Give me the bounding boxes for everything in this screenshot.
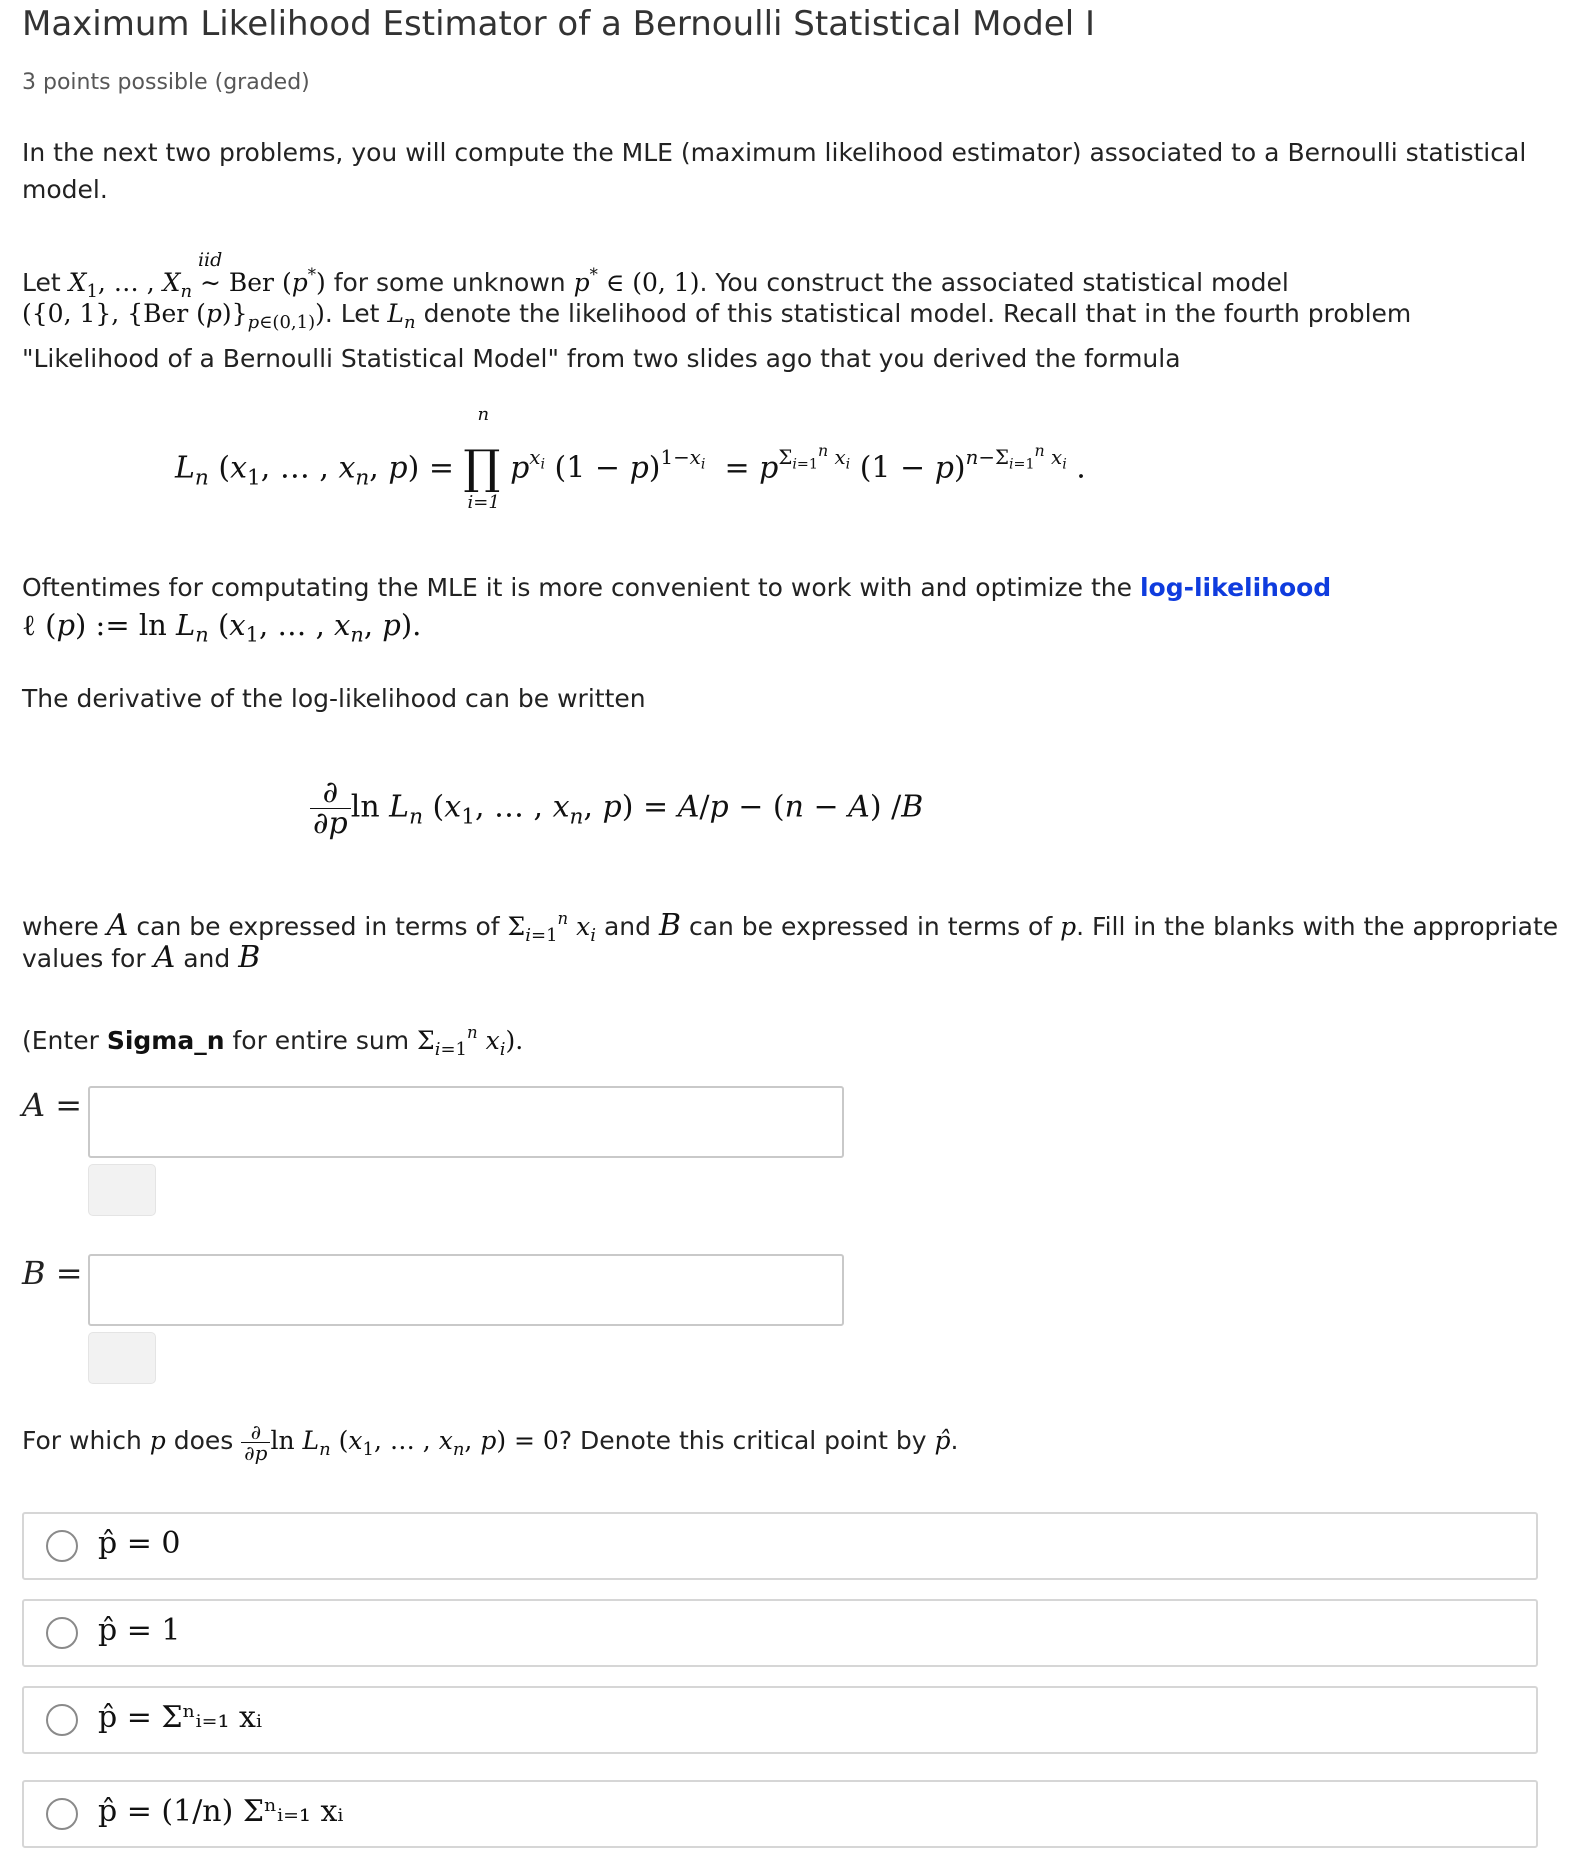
intro-line-2: model. (22, 175, 108, 204)
question-mid: does (173, 1426, 234, 1455)
input-A-label: A = (22, 1086, 83, 1124)
input-B-preview (88, 1332, 156, 1384)
derivative-formula: $\frac{\partial}{\partial p}$ $\ln L_n$ ($x_1$, … , $x_n$, p) = A/p − (n − A) /B (310, 778, 923, 839)
model-text-4: denote the likelihood of this statistical model. Recall that in the fourth problem (423, 299, 1412, 328)
model-line-3: "Likelihood of a Bernoulli Statistical Model" from two slides ago that you derived the formula (22, 344, 1181, 373)
hint-sum: $\Sigma_{i=1}^n$ $x_i$). (417, 1023, 524, 1060)
page-title: Maximum Likelihood Estimator of a Bernoulli Statistical Model I (22, 4, 1096, 44)
input-B[interactable] (88, 1254, 844, 1326)
p-hat-symbol: p̂ (934, 1426, 951, 1455)
pstar-domain: p* ∈ (0, 1) (573, 265, 700, 298)
loglik-line-1 (22, 569, 1331, 606)
iid-symbol: iid ∼ (200, 264, 221, 301)
option-label: p̂ = (1/n) Σⁿᵢ₌₁ xᵢ (98, 1794, 344, 1829)
where-text-2: can be expressed in terms of (136, 912, 500, 942)
sum-xi: $\Sigma_{i=1}^n$ $x_i$ (507, 909, 596, 946)
hint-sigma-n: Sigma_n (106, 1026, 225, 1056)
where-text-5: . Fill in the blanks with the appropriate (1076, 912, 1559, 942)
radio-button[interactable] (46, 1530, 78, 1562)
model-text-2: . You construct the associated statistical model (699, 268, 1289, 298)
intro-line-1: In the next two problems, you will compute the MLE (maximum likelihood estimator) associated to a Bernoulli statistical (22, 138, 1527, 167)
where-text-4: can be expressed in terms of (688, 912, 1053, 942)
question-prefix: For which (22, 1426, 142, 1455)
question-derivative: $\frac{\partial}{\partial p}$ $\ln L_n$ ($x_1$, … , $x_n$, p) = 0 (241, 1426, 559, 1455)
var-A-2: A (153, 940, 176, 975)
product-operator: n ∏ i=1 (463, 404, 501, 513)
option-p-hat-0[interactable] (22, 1512, 1538, 1580)
hint-suffix: for entire sum (232, 1026, 410, 1056)
derivative-intro: The derivative of the log-likelihood can be written (22, 684, 646, 713)
var-A: A (106, 908, 129, 944)
critical-point-question: For which p does $\frac{\partial}{\partial p}$ $\ln L_n$ ($x_1$, … , $x_n$, p) = 0? Denote this critical point by p̂. (22, 1420, 959, 1465)
radio-button[interactable] (46, 1704, 78, 1736)
input-A-preview (88, 1164, 156, 1216)
option-p-hat-sum[interactable] (22, 1686, 1538, 1754)
where-text-3: and (603, 912, 651, 942)
option-label: p̂ = Σⁿᵢ₌₁ xᵢ (98, 1700, 262, 1735)
input-B-label: B = (22, 1254, 83, 1292)
ln-symbol: $L_n$ (387, 299, 416, 333)
radio-button[interactable] (46, 1798, 78, 1830)
option-p-hat-mean[interactable] (22, 1780, 1538, 1848)
var-p: p (1060, 912, 1077, 942)
iid-label: iid (197, 249, 223, 272)
where-line-2 (22, 939, 260, 977)
model-line-2 (22, 295, 1411, 341)
radio-button[interactable] (46, 1617, 78, 1649)
loglik-text: Oftentimes for computating the MLE it is more convenient to work with and optimize the (22, 573, 1132, 602)
option-label: p̂ = 1 (98, 1613, 181, 1648)
sample-variables: $X_1$, … , $X_n$ (68, 268, 193, 302)
log-likelihood-link[interactable]: log-likelihood (1139, 573, 1332, 602)
model-text-3: . Let (324, 299, 380, 328)
question-suffix: ? Denote this critical point by (558, 1426, 927, 1455)
hint-prefix: (Enter (22, 1026, 99, 1056)
var-B: B (658, 908, 681, 944)
input-A[interactable] (88, 1086, 844, 1158)
statistical-model: ({0, 1}, {Ber $(p)\}_{p\in(0,1)}$) (22, 299, 325, 333)
let-word: Let (22, 268, 61, 298)
model-text-1: for some unknown (333, 268, 566, 298)
option-label: p̂ = 0 (98, 1526, 181, 1561)
ber-pstar: Ber (p*) (228, 265, 326, 298)
loglik-formula: ℓ (p) := $\ln L_n$ ($x_1$, … , $x_n$, p). (22, 608, 422, 647)
question-p: p (149, 1426, 166, 1455)
partial-fraction: $\frac{\partial}{\partial p}$ (310, 778, 351, 839)
option-p-hat-1[interactable] (22, 1599, 1538, 1667)
likelihood-formula: $L_n$ ($x_1$, … , $x_n$, p) = n ∏ i=1 $p^{x_i}$ $(1 - p)^{1-x_i} = p^{\Sigma_{i=1}^n x_i}$ $(1 - p)^{n-\Sigma_{i=1}^n x_i}$ . (175, 404, 1086, 513)
where-text-6: values for (22, 944, 146, 973)
where-text-7: and (183, 944, 231, 973)
var-B-2: B (238, 940, 261, 975)
where-text-1: where (22, 912, 99, 942)
sigma-hint (22, 1014, 523, 1068)
points-label: 3 points possible (graded) (22, 70, 310, 95)
